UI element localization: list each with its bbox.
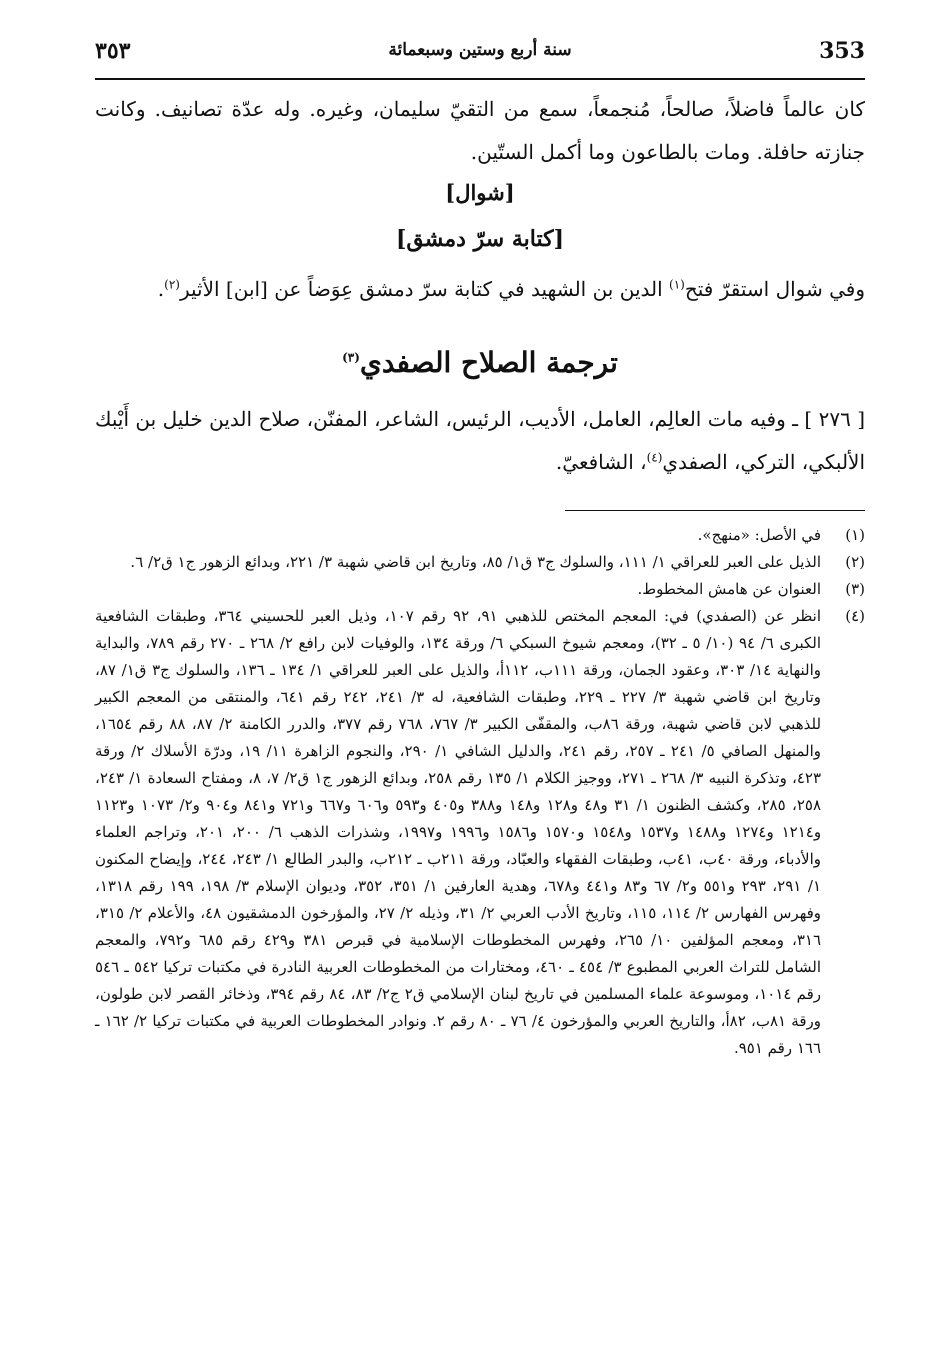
paragraph-2-text-a: وفي شوال استقرّ فتح (684, 277, 865, 301)
footnote-ref-2: (٢) (164, 277, 180, 292)
paragraph-2-text-b: الدين بن الشهيد في كتابة سرّ دمشق عِوَضاً عن [ابن] الأثير (179, 277, 670, 301)
footnote-text: الذيل على العبر للعراقي ١/ ١١١، والسلوك ج٣ ق١/ ٨٥، وتاريخ ابن قاضي شهبة ٣/ ٢٢١، وبدائع الزهور ج١ ق٢/ ٦. (130, 553, 821, 571)
paragraph-2-text-c: . (157, 277, 165, 301)
footnote-number: (٤) (845, 607, 865, 625)
footnote-text: في الأصل: «منهج». (697, 526, 821, 544)
running-title: سنة أربع وستين وسبعمائة (388, 40, 572, 60)
paragraph-2 (95, 268, 865, 311)
paragraph-3-text-a: [ ٢٧٦ ] ـ وفيه مات العالِم، العامل، الأديب، الرئيس، الشاعر، المفنّن، صلاح الدين خليل بن أَيْبك الألبكي، التركي، الصفدي (95, 407, 865, 474)
footnote-4 (95, 603, 865, 1062)
footnote-number: (١) (845, 526, 865, 544)
footnotes (95, 522, 865, 1062)
footnote-2 (95, 549, 865, 576)
paragraph-1: كان عالماً فاضلاً، صالحاً، مُنجمعاً، سمع من التقيّ سليمان، وغيره. وله عدّة تصانيف. وكانت جنازته حافلة. ومات بالطاعون وما أكمل الستّين. (95, 97, 865, 164)
footnote-3 (95, 576, 865, 603)
footnote-1 (95, 522, 865, 549)
paragraph-3 (95, 398, 865, 484)
page-number-latin: 353 (819, 38, 865, 64)
heading-kitaba: [كتابة سرّ دمشق] (396, 226, 564, 252)
footnote-number: (٢) (845, 553, 865, 571)
heading-shawwal: [شوال] (445, 180, 515, 205)
footnote-divider (565, 510, 865, 511)
footnote-ref-1: (١) (669, 277, 685, 292)
paragraph-3-text-b: ، الشافعيّ. (555, 450, 647, 474)
page-header (95, 30, 865, 80)
footnote-text: انظر عن (الصفدي) في: المعجم المختص للذهبي ٩١، ٩٢ رقم ١٠٧، وذيل العبر للحسيني ٣٦٤، وطبقات الشافعية الكبرى ٦/ ٩٤ (١٠/ ٥ ـ ٣٢)، ومعجم شيوخ السبكي ٦/ ورقة ١٣٤، والوفيات لابن رافع ٢/ ٢٦٨ ـ ٢٧٠ رقم ٧٨٩، والبداية والنهاية ١٤/ ٣٠٣، وعقود الجمان، ورقة ١١١ب، ١١٢أ، والذيل على العبر للعراقي ١/ ١٣٤ ـ ١٣٦، والسلوك ج٣ ق١/ ٨٧، وتاريخ ابن قاضي شهبة ٣/ ٢٢٧ ـ ٢٢٩، وطبقات الشافعية، له ٣/ ٢٤١، ٢٤٢ رقم ٦٤١، والمنتقى من المعجم الكبير للذهبي لابن قاضي شهبة، ورقة ٨٦ب، والمقفّى الكبير ٣/ ٧٦٧، ٧٦٨ رقم ٣٧٧، والدرر الكامنة ٢/ ٨٧، ٨٨ رقم ١٦٥٤، والمنهل الصافي ٥/ ٢٤١ ـ ٢٥٧، رقم ٢٤١، والدليل الشافي ١/ ٢٩٠، والنجوم الزاهرة ١١/ ١٩، ودرّة الأسلاك ٢/ ورقة ٤٢٣، وتذكرة النبيه ٣/ ٢٦٨ ـ ٢٧١، ووجيز الكلام ١/ ١٣٥ رقم ٢٥٨، وبدائع الزهور ج١ ق٢/ ٧، ٨، ومفتاح السعادة ١/ ٢٤٣، ٢٥٨، ٢٨٥، وكشف الظنون ١/ ٣١ و٤٨ و١٢٨ و١٤٨ و٣٨٨ و٤٠٥ و٥٩٣ و٦٠٦ و٦٦٧ و٧٢١ و٨٤١ و٩٠٤ و٢/ ١٠٧٣ و١١٢٣ و١٢١٤ و١٢٧٤ و١٤٨٨ و١٥٣٧ و١٥٤٨ و١٥٧٠ و١٥٨٦ و١٩٩٦ و١٩٩٧، وشذرات الذهب ٦/ ٢٠٠، ٢٠١، وتراجم العلماء والأدباء، ورقة ٤٠ب، ٤١ب، وطبقات الفقهاء والعبّاد، ورقة ٢١١ب ـ ٢١٢ب، والبدر الطالع ١/ ٢٤٣، ٢٤٤، وإيضاح المكنون ١/ ٢٩١، ٢٩٣ و٥٥١ و٢/ ٦٧ و٨٣ و٤٤١ و٦٧٨، وهدية العارفين ١/ ٣٥١، ٣٥٢، وديوان الإسلام ٣/ ١٩٨، ١٩٩ رقم ١٣١٨، وفهرس الفهارس ٢/ ١١٤، ١١٥، وتاريخ الأدب العربي ٢/ ٣١، وذيله ٢/ ٢٧، والمؤرخون الدمشقيون ٤٨، والأعلام ٢/ ٣١٥، ٣١٦، ومعجم المؤلفين ١٠/ ٢٦٥، وفهرس المخطوطات الإسلامية في قبرص ٣٨١ و٤٢٩ رقم ٦٨٥ و٧٩٢، والمعجم الشامل للتراث العربي المطبوع ٣/ ٤٥٤ ـ ٤٦٠، ومختارات من المخطوطات العربية النادرة في مكتبات تركيا ٥٤٢ ـ ٥٤٦ رقم ١٠١٤، وموسوعة علماء المسلمين في تاريخ لبنان الإسلامي ق٢ ج٢/ ٨٣، ٨٤ رقم ٣٩٤، وذخائر القصر لابن طولون، ورقة ٨١ب، ٨٢أ، والتاريخ العربي والمؤرخون ٤/ ٧٦ ـ ٨٠ رقم ٢. ونوادر المخطوطات العربية في مكتبات تركيا ٢/ ١٦٢ ـ ١٦٦ رقم ٩٥١. (95, 607, 822, 1057)
footnote-ref-4: (٤) (646, 450, 663, 465)
footnote-number: (٣) (845, 580, 865, 598)
heading-biography-text: ترجمة الصلاح الصفدي (359, 346, 618, 379)
heading-biography (95, 346, 865, 379)
page-number-arabic: ٣٥٣ (95, 38, 131, 64)
footnote-text: العنوان عن هامش المخطوط. (637, 580, 821, 598)
footnote-ref-3: (٣) (342, 350, 360, 365)
